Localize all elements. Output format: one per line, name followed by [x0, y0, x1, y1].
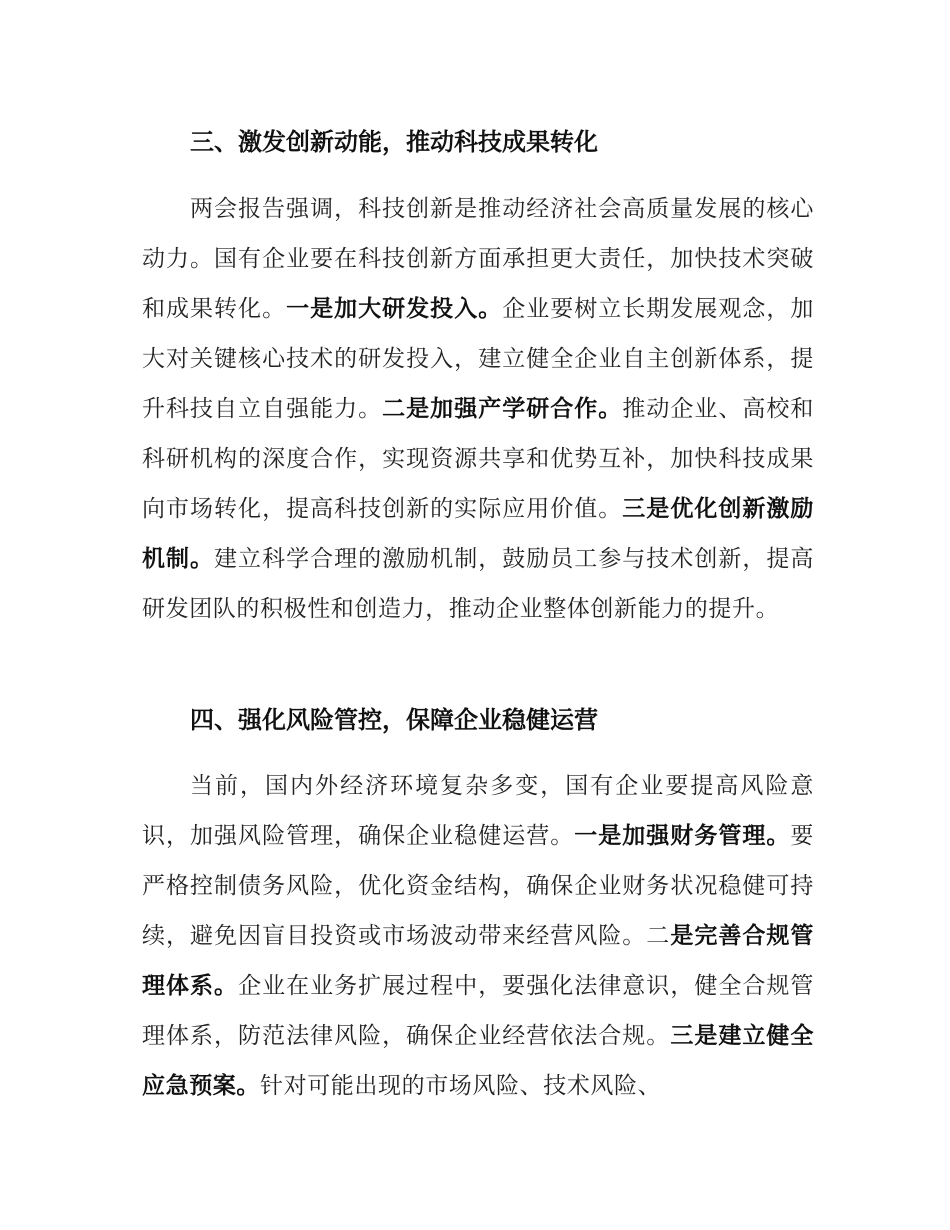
- section-4-paragraph: [142, 761, 814, 1111]
- section-4-point-2: 是完善合规管理体系。: [142, 923, 815, 999]
- section-3-paragraph: [142, 184, 814, 634]
- section-3-text-3: 推动企业、高校和科研机构的深度合作，实现资源共享和优势互补，加快科技成果向市场转化，提高科技创新的实际应用价值。: [142, 396, 815, 522]
- section-4-point-1: 一是加强财务管理。: [574, 823, 791, 849]
- section-3-point-1: 一是加大研发投入。: [286, 296, 503, 322]
- section-4-text-1: 当前，国内外经济环境复杂多变，国有企业要提高风险意识，加强风险管理，确保企业稳健运营。: [142, 773, 814, 849]
- section-4-text-3: 企业在业务扩展过程中，要强化法律意识，健全合规管理体系，防范法律风险，确保企业经营依法合规。: [142, 973, 814, 1049]
- section-4-heading: 四、强化风险管控，保障企业稳健运营: [190, 706, 598, 734]
- section-4-point-3: 三是建立健全应急预案。: [142, 1023, 815, 1099]
- section-4-text-2: 要严格控制债务风险，优化资金结构，确保企业财务状况稳健可持续，避免因盲目投资或市场波动带来经营风险。二: [142, 823, 814, 949]
- section-3-text-1: 两会报告强调，科技创新是推动经济社会高质量发展的核心动力。国有企业要在科技创新方面承担更大责任，加快技术突破和成果转化。: [142, 196, 814, 322]
- section-3-text-4: 建立科学合理的激励机制，鼓励员工参与技术创新，提高研发团队的积极性和创造力，推动企业整体创新能力的提升。: [142, 546, 814, 622]
- section-4-text-4: 针对可能出现的市场风险、技术风险、: [260, 1073, 662, 1099]
- section-3-point-3: 三是优化创新激励机制。: [142, 496, 814, 572]
- section-3-text-2: 企业要树立长期发展观念，加大对关键核心技术的研发投入，建立健全企业自主创新体系，提升科技自立自强能力。: [142, 296, 814, 422]
- section-3-point-2: 二是加强产学研合作。: [382, 396, 623, 422]
- section-3-heading: 三、激发创新动能，推动科技成果转化: [190, 128, 598, 156]
